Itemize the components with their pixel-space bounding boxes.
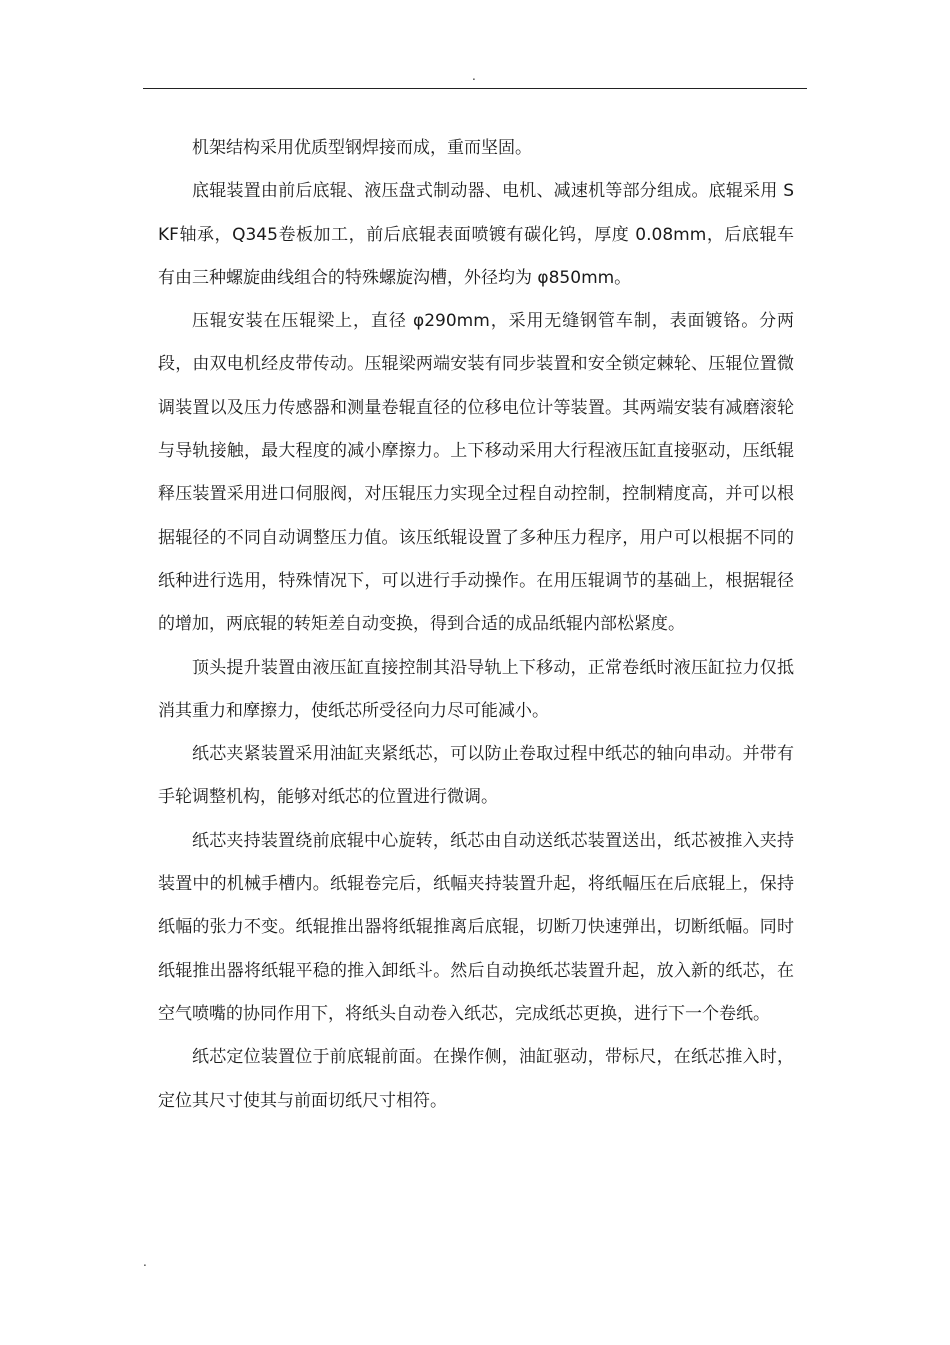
footer-mark: .	[143, 1255, 147, 1269]
paragraph-core-positioning-device: 纸芯定位装置位于前底辊前面。在操作侧，油缸驱动，带标尺，在纸芯推入时，定位其尺寸使其与前面切纸尺寸相符。	[158, 1047, 794, 1111]
paragraph-bottom-roll-device: 底辊装置由前后底辊、液压盘式制动器、电机、减速机等部分组成。底辊采用 SKF轴承，Q345卷板加工，前后底辊表面喷镀有碳化钨，厚度 0.08mm，后底辊车有由三种螺旋曲线组合的特殊螺旋沟槽，外径均为 φ850mm。	[158, 181, 794, 288]
paragraph-core-clamp-device: 纸芯夹紧装置采用油缸夹紧纸芯，可以防止卷取过程中纸芯的轴向串动。并带有手轮调整机构，能够对纸芯的位置进行微调。	[158, 744, 794, 808]
header-mark: .	[472, 69, 476, 83]
paragraph-frame-structure: 机架结构采用优质型钢焊接而成，重而坚固。	[192, 138, 532, 158]
paragraph-press-roll: 压辊安装在压辊梁上，直径 φ290mm，采用无缝钢管车制，表面镀铬。分两段，由双电机经皮带传动。压辊梁两端安装有同步装置和安全锁定棘轮、压辊位置微调装置以及压力传感器和测量卷辊直径的位移电位计等装置。其两端安装有减磨滚轮与导轨接触，最大程度的减小摩擦力。上下移动采用大行程液压缸直接驱动，压纸辊释压装置采用进口伺服阀，对压辊压力实现全过程自动控制，控制精度高，并可以根据辊径的不同自动调整压力值。该压纸辊设置了多种压力程序，用户可以根据不同的纸种进行选用，特殊情况下，可以进行手动操作。在用压辊调节的基础上，根据辊径的增加，两底辊的转矩差自动变换，得到合适的成品纸辊内部松紧度。	[158, 311, 794, 635]
paragraph-top-lift-device: 顶头提升装置由液压缸直接控制其沿导轨上下移动，正常卷纸时液压缸拉力仅抵消其重力和摩擦力，使纸芯所受径向力尽可能减小。	[158, 657, 794, 721]
header-rule	[143, 88, 807, 89]
document-body	[158, 127, 794, 1123]
paragraph-core-holder-device: 纸芯夹持装置绕前底辊中心旋转，纸芯由自动送纸芯装置送出，纸芯被推入夹持装置中的机械手槽内。纸辊卷完后，纸幅夹持装置升起，将纸幅压在后底辊上，保持纸幅的张力不变。纸辊推出器将纸辊推离后底辊，切断刀快速弹出，切断纸幅。同时纸辊推出器将纸辊平稳的推入卸纸斗。然后自动换纸芯装置升起，放入新的纸芯，在空气喷嘴的协同作用下，将纸头自动卷入纸芯，完成纸芯更换，进行下一个卷纸。	[158, 830, 794, 1024]
